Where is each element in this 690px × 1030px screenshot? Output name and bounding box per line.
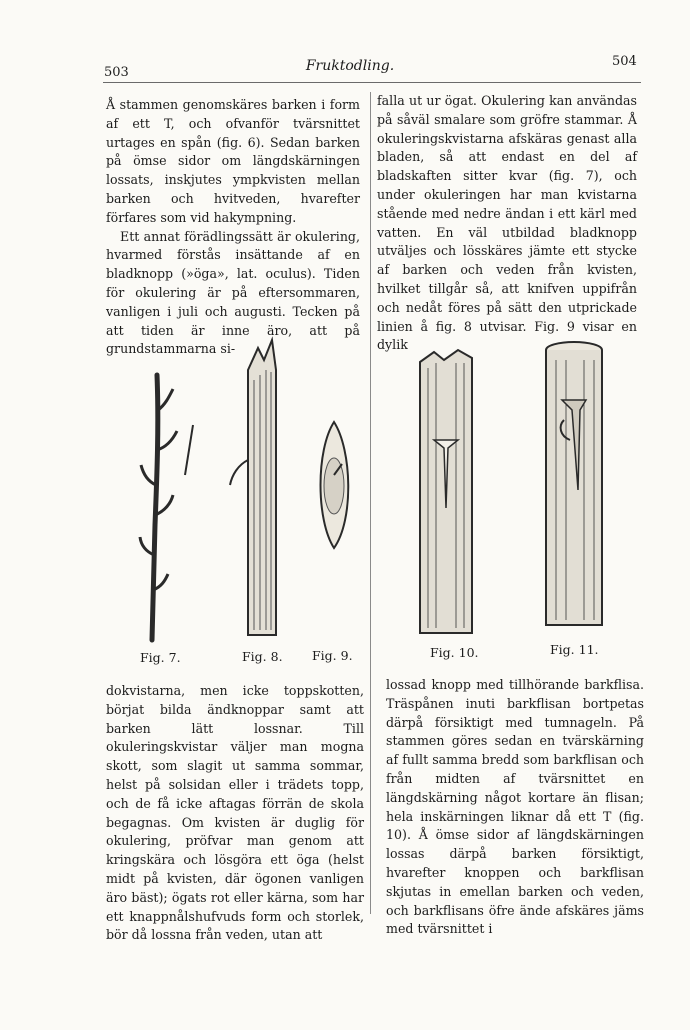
paragraph: Ett annat förädlingssätt är okulering, hvarmed förstås insättande af en bladknopp (»öga», lat. oculus). Tiden för okulering är på eftersommaren, vanligen i juli och augusti. Tecken på att tiden är inne äro, att på grundstammarna si- [106,228,360,357]
figure-11-inserted-bud-illustration [540,340,610,630]
figure-11-caption: Fig. 11. [550,642,599,657]
page-number-left: 503 [104,65,129,80]
left-column-top [106,96,360,359]
running-title: Fruktodling. [305,58,395,74]
paragraph: Å stammen genomskäres barken i form af ett T, och ofvanför tvärsnittet urtages en spån (fig. 6). Sedan barken på ömse sidor om längdskärningen lossats, inskjutes ympkvisten mellan barken och hvitveden, hvarefter förfares som vid hakympning. [106,97,360,225]
paragraph: falla ut ur ögat. Okulering kan användas på såväl smalare som gröfre stammar. Å okuleringskvistarna afskäras genast alla bladen, så att endast en del af bladskaften sitter kvar (fig. 7), och under okuleringen har man kvistarna stående med nedre ändan i ett kärl med vatten. En väl utbildad bladknopp utväljes och lösskäres jämte ett stycke af barken och veden från kvisten, hvilket tillgår så, att knifven uppifrån och nedåt föres på sätt den utprickade linien å fig. 8 utvisar. Fig. 9 visar en dylik [377,93,637,353]
header-rule [103,82,641,83]
figure-8-stem-illustration [228,340,288,640]
figure-8-caption: Fig. 8. [242,649,283,664]
figure-7-twig-illustration [135,355,205,645]
figure-9-caption: Fig. 9. [312,648,353,663]
paragraph: dokvistarna, men icke toppskotten, börjat bilda ändknoppar samt att barken lätt lossnar. Till okuleringskvistar väljer man mogna skott, som slagit ut samma sommar, helst på solsidan eller i trädets topp, och de få icke aftagas förrän de skola begagnas. Om kvisten är duglig för okulering, pröfvar man genom att kringskära och lösgöra ett öga (helst midt på kvisten, där ögonen vanligen äro bäst); ögats rot eller kärna, som har ett knappnålshufvuds form och storlek, bör då lossna från veden, utan att [106,683,364,943]
paragraph: lossad knopp med tillhörande barkflisa. Träspånen inuti barkflisan bortpetas därpå försiktigt med tumnageln. På stammen göres sedan en tvärskärning af fullt samma bredd som barkflisan och från midten af tvärsnittet en längdskärning något kortare än flisan; hela inskärningen liknar då ett T (fig. 10). Å ömse sidor af längdskärningen lossas därpå barken försiktigt, hvarefter knoppen och barkflisan skjutas in emellan barken och veden, och barkflisans öfre ände afskäres jäms med tvärsnittet i [386,677,644,937]
figure-10-caption: Fig. 10. [430,645,479,660]
column-divider [370,92,371,914]
right-column-top [377,92,637,355]
page-number-right: 504 [612,54,637,69]
right-column-bottom [386,676,644,939]
figure-7-caption: Fig. 7. [140,650,181,665]
figure-9-bud-shield-illustration [312,420,356,550]
figure-10-t-cut-illustration [414,348,484,638]
left-column-bottom [106,682,364,945]
